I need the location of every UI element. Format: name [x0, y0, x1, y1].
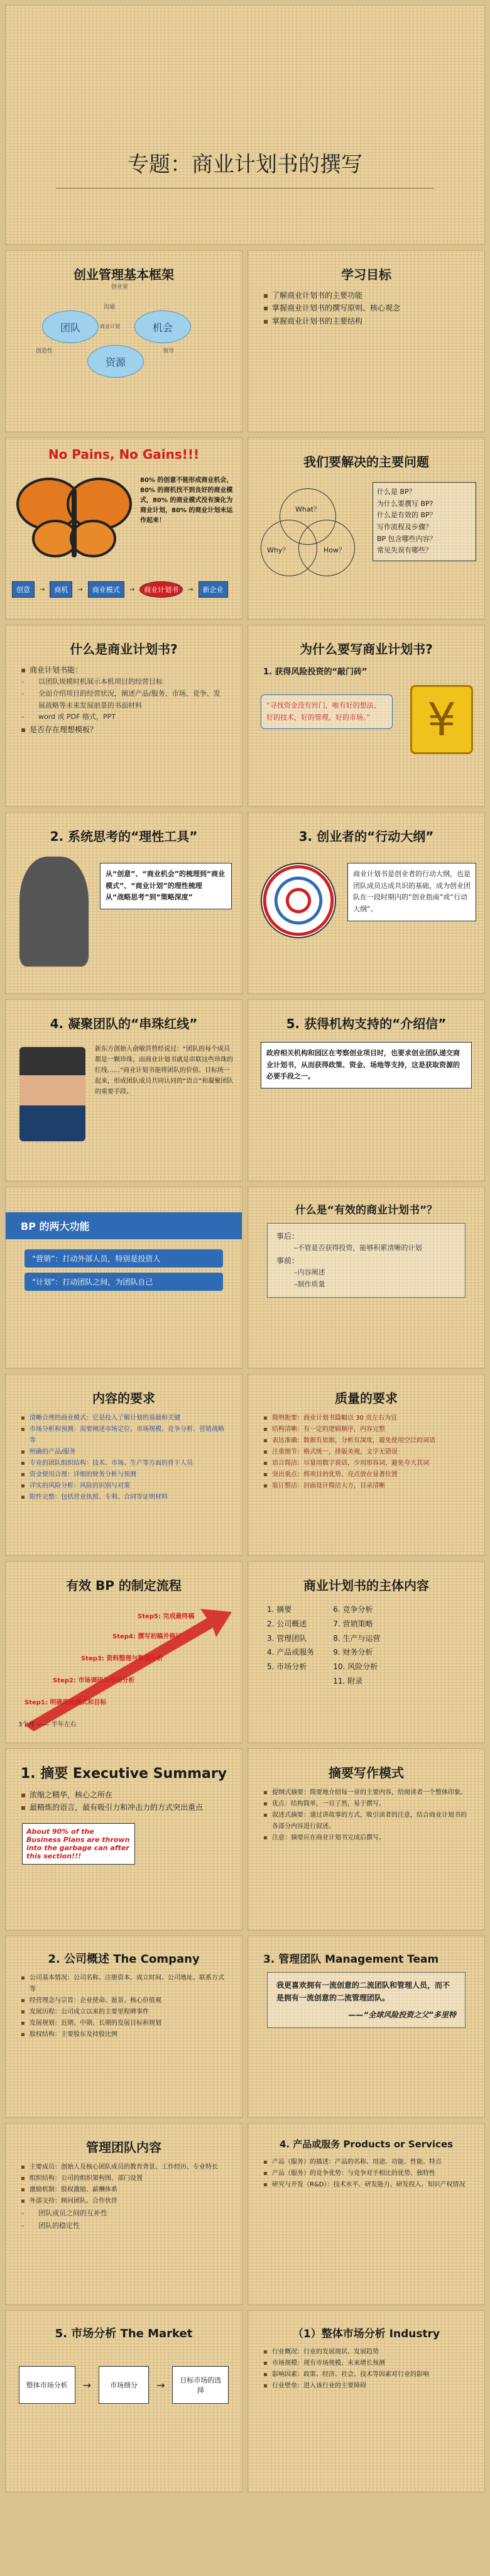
list-item: ▪ 简明扼要：商业计划书篇幅以 30 页左右为宜 [263, 1413, 469, 1424]
list-item: ▪ 产品（服务）的描述：产品的名称、用途、功能、性能、特点 [263, 2157, 469, 2168]
flow-step: 目标市场的选择 [172, 2366, 229, 2404]
list-item: ▪ 掌握商业计划书的撰写原则、核心观念 [263, 302, 469, 314]
list-item: 事后： [276, 1232, 300, 1241]
flow-step: 新企业 [199, 581, 228, 598]
slide-main-contents [248, 1561, 485, 1743]
label-creativity: 创造性 [36, 348, 53, 354]
list-item: ▪ 激励机制：股权激励、薪酬体系 [21, 2184, 227, 2196]
slide-main-problems [248, 437, 485, 620]
list-item: ▪ 语言简洁：尽量用数字说话，少用形容词，避免夸大其词 [263, 1458, 469, 1469]
quote-box [267, 1972, 466, 2028]
list-item: ▪ 提纲式摘要：简要地介绍每一章的主要内容，给阅读者一个整体印象。 [263, 1787, 469, 1799]
slide-two-functions [5, 1187, 242, 1369]
list-item: ▪ 注意：摘要应在商业计划书完成后撰写。 [263, 1833, 469, 1844]
slide-heading: 质量的要求 [335, 1391, 398, 1406]
slide-no-pains [5, 437, 242, 620]
arrow-right-icon: → [156, 2379, 165, 2391]
list-item: ▪ 了解商业计划书的主要功能 [263, 289, 469, 302]
flow-step: 市场细分 [99, 2366, 149, 2404]
list-item: ▪ 装订整洁：封面设计简洁大方，目录清晰 [263, 1481, 469, 1492]
list-item: ▪ 研究与开发（R&D）：技术水平、研发能力、研发投入、知识产权情况 [263, 2179, 469, 2191]
time-label: 3个月 —— 半年左右 [18, 1721, 77, 1728]
warning-box: About 90% of the Business Plans are thrown into the garbage can after this section!!! [22, 1823, 135, 1865]
text-box: 政府相关机构和园区在考察创业项目时，也要求创业团队递交商业计划书，从而获得政策、资金、场地等支持，这是获取资源的必要手段之一。 [261, 1042, 472, 1088]
flow-step: 商业模式 [88, 581, 124, 598]
list-item: ▪ 市场规模：现有市场规模、未来增长预测 [263, 2358, 469, 2369]
slide-support-letter [248, 999, 485, 1181]
list-item: ▪ 明确的产品/服务 [21, 1447, 227, 1458]
list-item: ▪ 经营理念与宗旨：企业使命、愿景、核心价值观 [21, 1995, 227, 2007]
circle-resources: 资源 [87, 345, 144, 378]
list-item: ▪ 市场分析和预测：需要阐述市场定位、市场规模、竞争分析、营销战略等 [21, 1424, 227, 1447]
slide-title [5, 5, 485, 245]
list-item: ▪ 影响因素：政策、经济、社会、技术等因素对行业的影响 [263, 2369, 469, 2381]
page-title: 专题：商业计划书的撰写 [128, 152, 362, 177]
slide-summary-modes [248, 1748, 485, 1931]
list-item: 写作流程及步骤？ [377, 523, 432, 532]
list-item: ▪ 注重细节：格式统一，排版美观，文字无错误 [263, 1447, 469, 1458]
market-flow [6, 2366, 242, 2404]
text-box [267, 1223, 466, 1298]
slide-heading: 2. 系统思考的“理性工具” [50, 829, 198, 844]
list-item: ▪ 行业壁垒：进入该行业的主要障碍 [263, 2381, 469, 2392]
venn-label: Why？ [267, 546, 290, 554]
slide-quality-requirements [248, 1374, 485, 1556]
list-item: ▪ 结构清晰：有一定的逻辑顺序，内容完整 [263, 1424, 469, 1435]
flow-step: 商机 [50, 581, 72, 598]
list-item: 从“战略思考”到“策略深度” [106, 893, 193, 902]
list-item: 什么是 BP？ [377, 488, 416, 496]
list-item: ▪ 最精炼的语言，最有吸引力和冲击力的方式突出重点 [21, 1801, 227, 1814]
list-item: ▪ 组织结构：公司的组织架构图、部门设置 [21, 2173, 227, 2184]
list-item: ▪ 专业的团队组织结构：技术、市场、生产等方面的骨干人员 [21, 1458, 227, 1469]
quote-text: 80% 的创意不能形成商业机会，80% 的商机找不到良好的商业模式，80% 的商业模式没有演化为商业计划，80% 的商业计划未运作起来！ [140, 477, 233, 524]
slide-heading: 我们要解决的主要问题 [303, 454, 429, 469]
flow-step: 商业计划书 [139, 581, 183, 598]
list-item: ▪ 表达准确：数据有依据，分析有深度，避免使用空泛的词语 [263, 1435, 469, 1447]
slide-heading: No Pains, No Gains!!! [48, 447, 200, 462]
avatar [19, 1047, 85, 1141]
slide-framework [5, 250, 242, 432]
list-item: ▪ 公司基本情况：公司名称、注册资本、成立时间、公司地址、联系方式等 [21, 1973, 227, 1995]
arrow-right-icon: → [82, 2379, 91, 2391]
slide-what-is-bp [5, 625, 242, 807]
list-item: 5. 市场分析 [267, 1662, 307, 1672]
slide-products [248, 2123, 485, 2305]
list-item: 4. 产品或服务 [267, 1648, 315, 1657]
slide-heading: 5. 获得机构支持的“介绍信” [286, 1016, 447, 1031]
slide-heading: 1. 摘要 Executive Summary [20, 1766, 227, 1782]
slide-learning-goals [248, 250, 485, 432]
text-box: 商业计划书是创业者的行动大纲，也是团队成员达成共识的基础，成为创业团队在一段时期内的“创业指南”或“行动大纲”。 [347, 863, 476, 921]
list-item: 8. 生产与运营 [333, 1633, 381, 1643]
venn-label: How？ [324, 546, 346, 554]
slide-heading: 学习目标 [341, 267, 391, 282]
list-item: BP 包含哪些内容？ [377, 534, 437, 543]
quote-author: ——“全球风险投资之父”多里特 [348, 2010, 456, 2019]
slide-heading: 有效 BP 的制定流程 [66, 1578, 182, 1593]
step-label: Step3: 资料整理与数据分析 [81, 1655, 163, 1662]
slide-industry [248, 2310, 485, 2492]
slide-why-bp [248, 625, 485, 807]
list-item: ▪ 浓缩之精华，核心之所在 [21, 1789, 227, 1801]
venn-label: What？ [295, 505, 320, 513]
list-item: 11. 附录 [333, 1676, 363, 1685]
list-item: ▪ 突出重点：将项目的优势、亮点放在显著位置 [263, 1469, 469, 1481]
list-item: ▪ 资金使用合理：详细的财务分析与预测 [21, 1469, 227, 1481]
list-item: 从“创意”、“商业机会”的梳理到“商业模式”、“商业计划”的理性梳理 [106, 870, 226, 890]
slide-management-team [248, 1936, 485, 2118]
list-item: 事前： [276, 1256, 300, 1266]
list-item: 常见失误有哪些？ [377, 546, 432, 555]
slide-team-content [5, 2123, 242, 2305]
step-label: Step5: 完成最终稿 [138, 1613, 195, 1620]
list-item: 2. 公司概述 [267, 1619, 307, 1628]
label-entrepreneur: 创业家 [111, 284, 129, 290]
text-box [100, 863, 232, 909]
slide-company [5, 1936, 242, 2118]
slide-heading: 摘要写作模式 [329, 1765, 404, 1780]
slide-heading: BP 的两大功能 [6, 1212, 242, 1239]
list-item: – word 或 PDF 格式，PPT [21, 711, 227, 723]
quote-box: “寻找资金没有窍门，唯有好的想法、好的技术，好的管理，好的市场。” [261, 694, 393, 729]
contents-column [267, 1603, 314, 1689]
list-item: ▪ 发展历程：公司成立以来的主要里程碑事件 [21, 2007, 227, 2018]
list-item: 9. 财务分析 [333, 1648, 373, 1657]
list-item: ▪ 主要成员：创始人及核心团队成员的教育背景、工作经历、专业特长 [21, 2162, 227, 2173]
flow-step: 创意 [12, 581, 35, 598]
list-item: 为什么要撰写 BP? [377, 499, 433, 508]
list-item: ▪ 外部支持：顾问团队、合作伙伴 [21, 2196, 227, 2207]
slide-heading: 4. 产品或服务 Products or Services [279, 2139, 454, 2150]
list-item: 1. 摘要 [267, 1605, 292, 1614]
slide-heading: 4. 凝聚团队的“串珠红线” [50, 1016, 198, 1031]
question-list [373, 482, 476, 561]
slide-heading: 商业计划书的主体内容 [303, 1578, 429, 1593]
list-item: – 以团队规模时机展示本机项目的经营目标 [21, 676, 227, 688]
list-item: ▪ 商业计划书能： [21, 664, 227, 676]
list-item: 什么是有效的 BP？ [377, 511, 437, 520]
circle-opportunity: 机会 [134, 310, 191, 343]
title-divider [56, 188, 434, 189]
list-item: 3. 管理团队 [267, 1633, 307, 1643]
list-item: ▪ 行业概况：行业的发展现状、发展趋势 [263, 2347, 469, 2358]
list-item: ▪ 发展规划：近期、中期、长期的发展目标和规划 [21, 2018, 227, 2029]
slide-effective-bp [248, 1187, 485, 1369]
quote-text: 新东方创始人俞敏洪曾经说过：“团队的每个成员都是一颗珍珠，而商业计划书就是串联这些珍珠的红线……”商业计划书能将团队的价值、目标统一起来，形成团队成员共同认同的“语言”和凝聚团队的重要手段。 [95, 1046, 234, 1095]
process-arrow-icon [18, 1599, 232, 1731]
slide-market [5, 2310, 242, 2492]
slide-heading: 管理团队内容 [86, 2140, 161, 2155]
contents-column [333, 1603, 380, 1689]
slide-heading: （1）整体市场分析 Industry [292, 2328, 440, 2340]
flow-step: 整体市场分析 [19, 2366, 75, 2404]
slide-heading: 什么是“有效的商业计划书”？ [295, 1204, 438, 1217]
slide-heading: 3. 创业者的“行动大纲” [298, 829, 434, 844]
list-item: – 制作质量 [276, 1279, 456, 1291]
slide-heading: 为什么要写商业计划书? [300, 642, 433, 657]
list-item: ▪ 详实的风险分析：风险的识别与对策 [21, 1481, 227, 1492]
slide-action-outline [248, 812, 485, 994]
list-item: ▪ 叙述式摘要：通过讲故事的方式，吸引读者的注意，结合商业计划书的各部分内容进行叙述。 [263, 1810, 469, 1833]
quote-text: 我更喜欢拥有一流创意的二流团队和管理人员，而不是拥有一流创意的二流管理团队。 [276, 1981, 450, 2003]
label-leadership: 领导 [163, 348, 175, 354]
slide-bp-process [5, 1561, 242, 1743]
thinker-statue-icon [19, 857, 89, 967]
slide-heading: 2. 公司概述 The Company [48, 1953, 200, 1966]
list-item: – 不管是否获得投资，能够积累清晰的计划 [276, 1242, 456, 1254]
slide-heading: 内容的要求 [92, 1391, 155, 1406]
list-item: – 团队成员之间的互补性 [21, 2207, 227, 2220]
slide-team-thread [5, 999, 242, 1181]
flow-chain: 创意 → 商机 → 商业模式 → 商业计划书 → 新企业 [12, 581, 228, 598]
list-item: ▪ 掌握商业计划书的主要结构 [263, 315, 469, 327]
slide-summary [5, 1748, 242, 1931]
list-item: ▪ 股权结构：主要股东及持股比例 [21, 2029, 227, 2041]
list-item: – 全面介绍项目的经营状况，阐述产品/服务、市场、竞争、发展战略等未来发展前景的书面材料 [21, 688, 227, 711]
list-item: – 团队的稳定性 [21, 2220, 227, 2232]
step-label: Step4: 撰写初稿并修订 [112, 1633, 182, 1640]
step-label: Step2: 市场调研与市场分析 [53, 1677, 135, 1684]
function-bar: “计划”：打动团队之间，为团队自己 [24, 1273, 223, 1291]
slide-heading: 3. 管理团队 Management Team [263, 1953, 439, 1966]
label-communication: 沟通 [104, 304, 116, 310]
list-item: ▪ 附件完整：包括营业执照、专利、合同等证明材料 [21, 1492, 227, 1503]
label-center: 商业计划 [100, 324, 120, 329]
circle-team: 团队 [42, 310, 99, 343]
slide-heading: 5. 市场分析 The Market [55, 2327, 193, 2340]
function-bar: “营销”：打动外部人员，特别是投资人 [24, 1249, 223, 1268]
slide-heading: 什么是商业计划书? [70, 642, 178, 657]
list-item: ▪ 优点：结构简单，一目了然，易于撰写。 [263, 1799, 469, 1810]
slide-rational-tool [5, 812, 242, 994]
yen-icon: ¥ [410, 685, 473, 754]
slide-heading: 创业管理基本框架 [74, 267, 174, 282]
step-label: Step1: 明确商业模式和目标 [24, 1699, 107, 1706]
list-item: 10. 风险分析 [333, 1662, 378, 1672]
compass-icon [261, 863, 336, 938]
slide-content-requirements [5, 1374, 242, 1556]
point-text: 1. 获得风险投资的“敲门砖” [263, 667, 368, 677]
butterfly-icon [14, 469, 134, 564]
list-item: ▪ 产品（服务）的竞争优势：与竞争对手相比的优势、独特性 [263, 2168, 469, 2179]
list-item: 6. 竞争分析 [333, 1605, 373, 1614]
list-item: ▪ 清晰合理的商业模式：它是投入了解计划的基础和关键 [21, 1413, 227, 1424]
list-item: ▪ 是否存在理想模板？ [21, 723, 227, 736]
list-item: 7. 营销策略 [333, 1619, 373, 1628]
list-item: – 内容阐述 [276, 1267, 456, 1279]
